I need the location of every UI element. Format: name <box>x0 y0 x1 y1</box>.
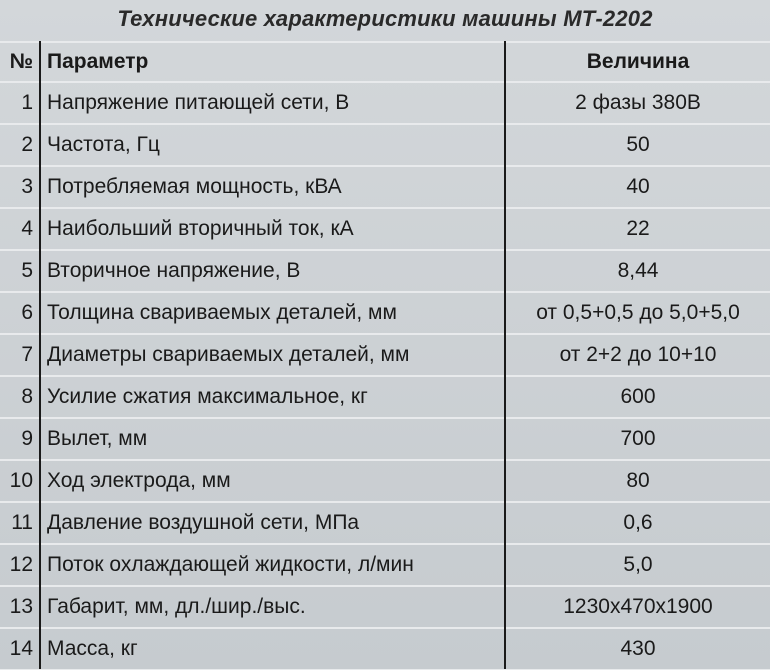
row-value: 8,44 <box>505 250 770 292</box>
table-row <box>0 376 770 418</box>
row-parameter: Габарит, мм, дл./шир./выс. <box>40 586 505 628</box>
row-value: 50 <box>505 124 770 166</box>
row-value: от 2+2 до 10+10 <box>505 334 770 376</box>
row-number: 13 <box>0 586 40 628</box>
row-parameter: Вторичное напряжение, В <box>40 250 505 292</box>
row-value: от 0,5+0,5 до 5,0+5,0 <box>505 292 770 334</box>
row-number: 11 <box>0 502 40 544</box>
row-number: 10 <box>0 460 40 502</box>
row-parameter: Диаметры свариваемых деталей, мм <box>40 334 505 376</box>
row-parameter: Усилие сжатия максимальное, кг <box>40 376 505 418</box>
row-parameter: Ход электрода, мм <box>40 460 505 502</box>
table-row <box>0 250 770 292</box>
table-row <box>0 628 770 670</box>
row-number: 14 <box>0 628 40 670</box>
table-row <box>0 166 770 208</box>
row-value: 0,6 <box>505 502 770 544</box>
row-value: 600 <box>505 376 770 418</box>
row-number: 6 <box>0 292 40 334</box>
table-row <box>0 418 770 460</box>
row-value: 5,0 <box>505 544 770 586</box>
row-number: 5 <box>0 250 40 292</box>
row-parameter: Потребляемая мощность, кВА <box>40 166 505 208</box>
row-parameter: Толщина свариваемых деталей, мм <box>40 292 505 334</box>
table-row <box>0 208 770 250</box>
page-title: Технические характеристики машины МТ-2202 <box>117 6 653 31</box>
row-value: 22 <box>505 208 770 250</box>
row-parameter: Напряжение питающей сети, В <box>40 82 505 124</box>
row-value: 80 <box>505 460 770 502</box>
row-value: 40 <box>505 166 770 208</box>
row-parameter: Частота, Гц <box>40 124 505 166</box>
table-row <box>0 502 770 544</box>
table-row <box>0 544 770 586</box>
row-value: 700 <box>505 418 770 460</box>
table-header-row <box>0 42 770 82</box>
row-number: 2 <box>0 124 40 166</box>
row-parameter: Масса, кг <box>40 628 505 670</box>
row-value: 430 <box>505 628 770 670</box>
table-row <box>0 460 770 502</box>
row-parameter: Вылет, мм <box>40 418 505 460</box>
header-number: № <box>0 42 40 82</box>
table-row <box>0 82 770 124</box>
row-number: 9 <box>0 418 40 460</box>
row-number: 1 <box>0 82 40 124</box>
row-number: 8 <box>0 376 40 418</box>
row-parameter: Наибольший вторичный ток, кА <box>40 208 505 250</box>
row-number: 4 <box>0 208 40 250</box>
row-number: 3 <box>0 166 40 208</box>
table-row <box>0 586 770 628</box>
row-number: 12 <box>0 544 40 586</box>
header-parameter: Параметр <box>40 42 505 82</box>
header-value: Величина <box>505 42 770 82</box>
table-row <box>0 292 770 334</box>
table-row <box>0 334 770 376</box>
row-parameter: Поток охлаждающей жидкости, л/мин <box>40 544 505 586</box>
table-row <box>0 124 770 166</box>
row-value: 2 фазы 380В <box>505 82 770 124</box>
row-value: 1230х470х1900 <box>505 586 770 628</box>
row-number: 7 <box>0 334 40 376</box>
spec-table <box>0 41 770 670</box>
row-parameter: Давление воздушной сети, МПа <box>40 502 505 544</box>
